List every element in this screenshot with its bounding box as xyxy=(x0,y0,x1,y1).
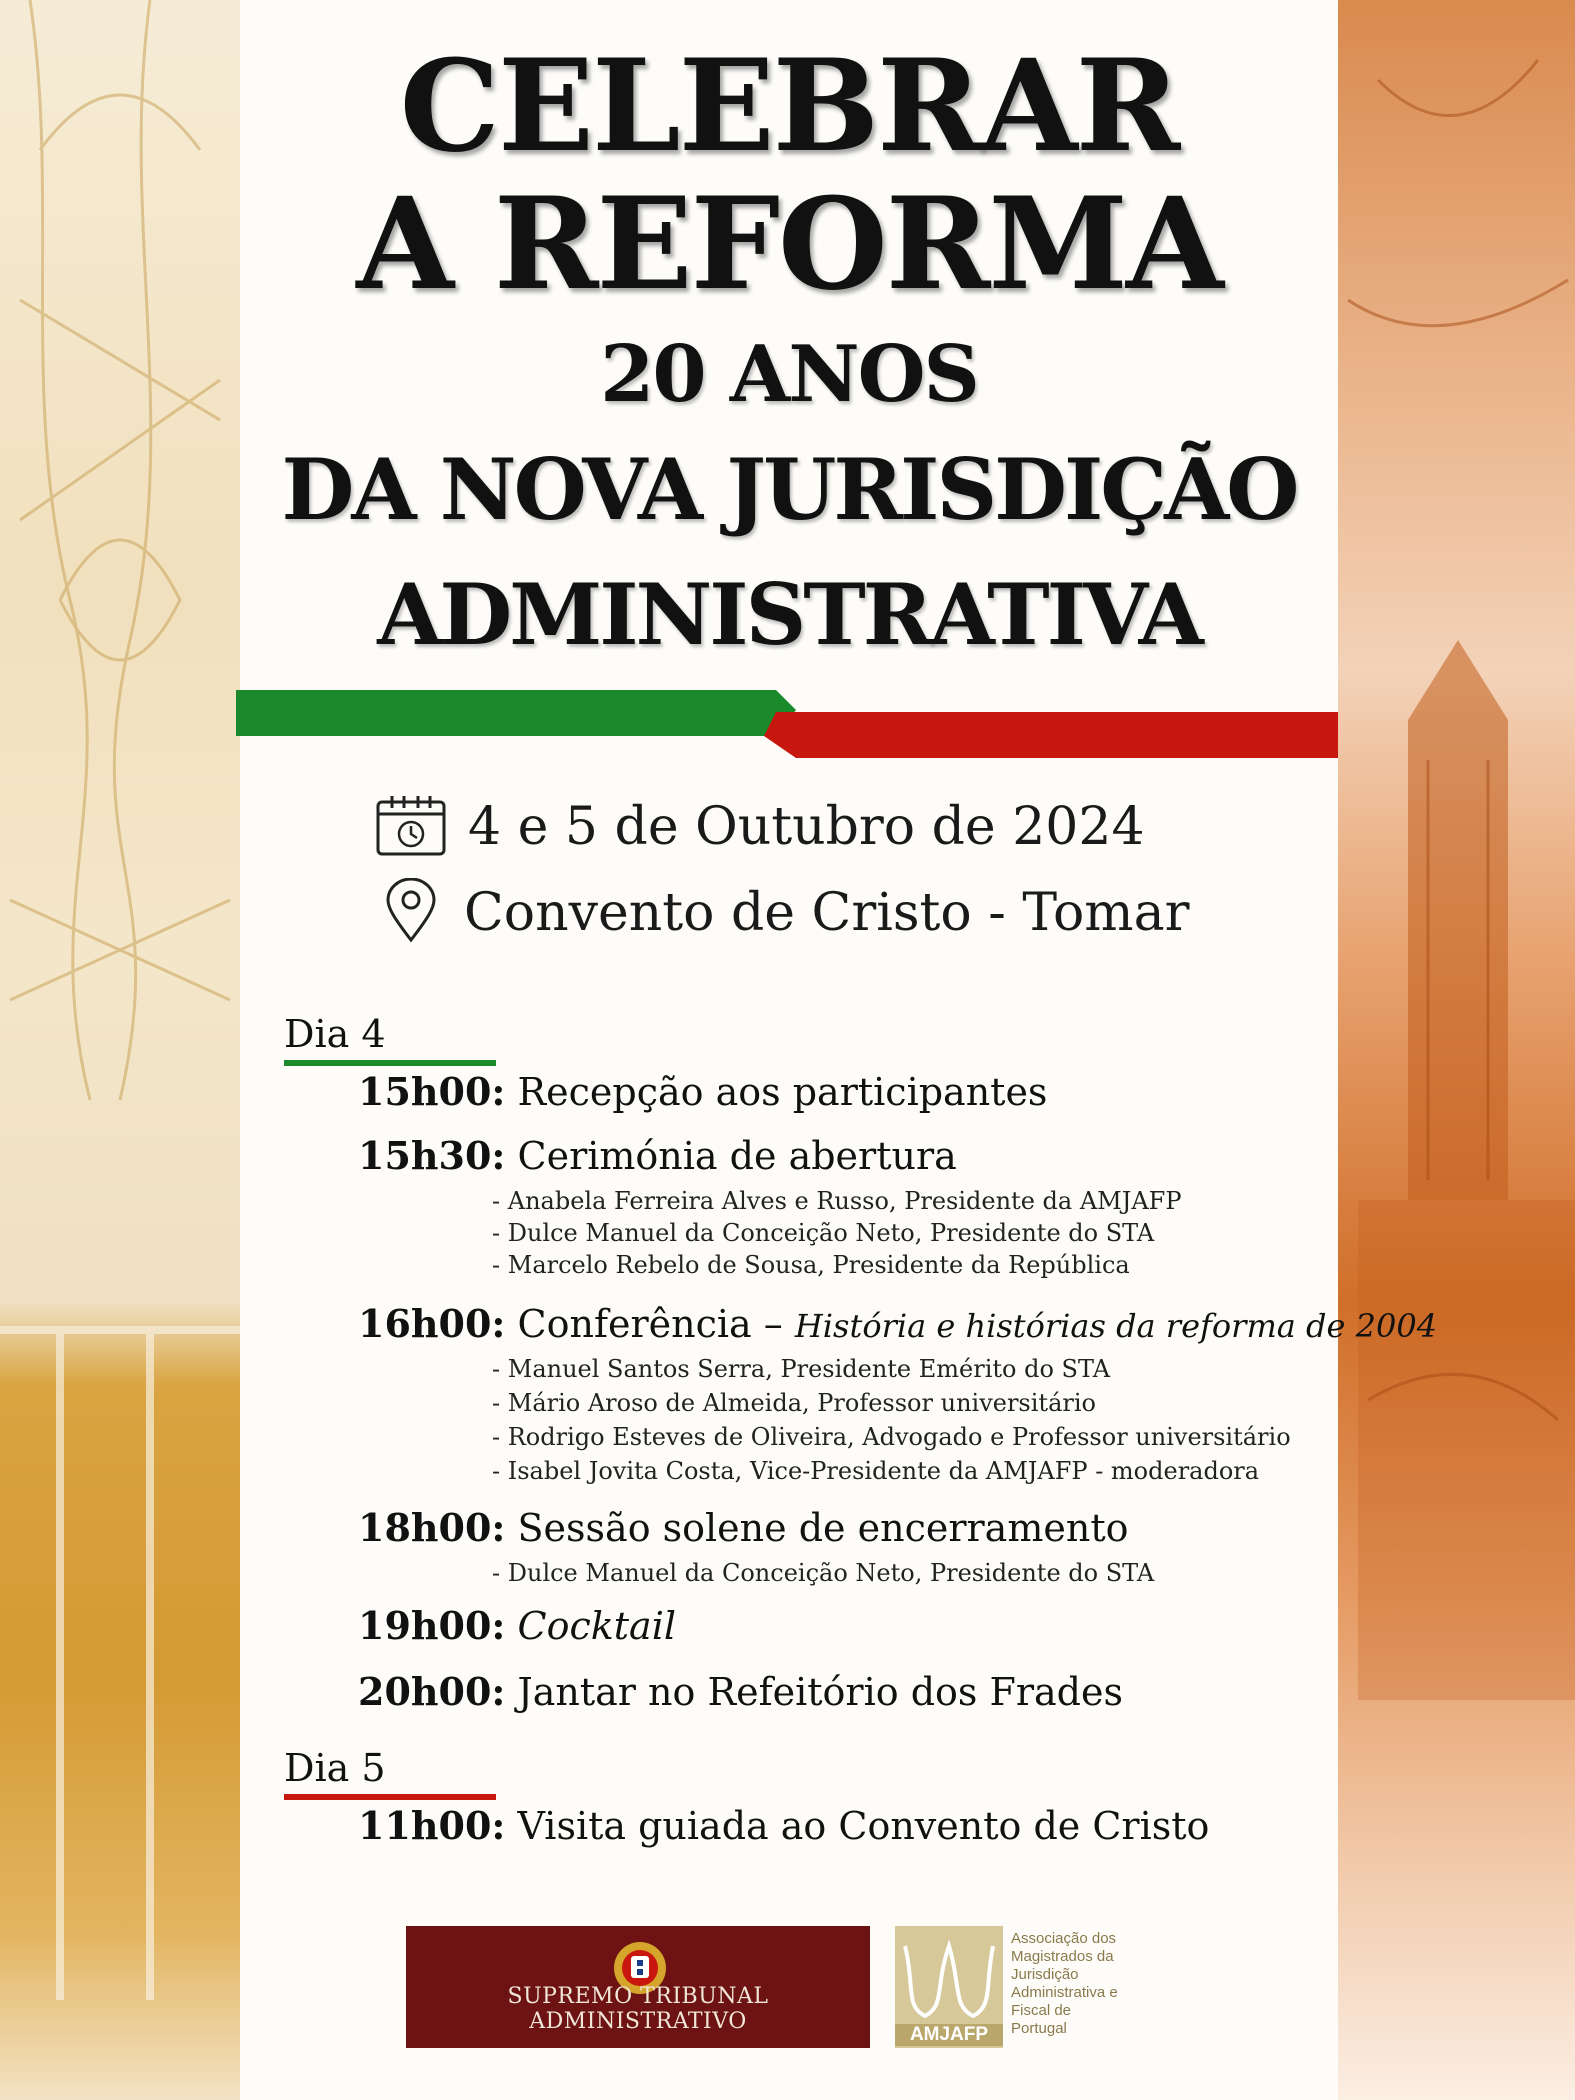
day-5-label: Dia 5 xyxy=(284,1746,386,1790)
sta-name: SUPREMO TRIBUNAL ADMINISTRATIVO xyxy=(507,1984,769,2034)
schedule-detail: - Manuel Santos Serra, Presidente Emérito do STA xyxy=(492,1355,1111,1383)
amjafp-logo xyxy=(895,1926,1125,2048)
event-location: Convento de Cristo - Tomar xyxy=(464,883,1190,943)
amjafp-full-name xyxy=(1011,1930,1118,2038)
schedule-title: Sessão solene de encerramento xyxy=(517,1506,1129,1550)
schedule-detail: - Anabela Ferreira Alves e Russo, Presidente da AMJAFP xyxy=(492,1187,1182,1215)
right-decorative-artwork xyxy=(1338,0,1575,2100)
schedule-title: Visita guiada ao Convento de Cristo xyxy=(517,1804,1210,1848)
red-bar xyxy=(764,712,1338,758)
day-4-label: Dia 4 xyxy=(284,1012,386,1056)
schedule-time: 15h30: xyxy=(358,1133,506,1178)
location-pin-icon xyxy=(384,878,438,948)
sta-logo xyxy=(406,1926,870,2048)
schedule-item xyxy=(358,1604,676,1648)
schedule-time: 18h00: xyxy=(358,1505,506,1550)
day-5-underline xyxy=(284,1794,496,1800)
schedule-detail: - Rodrigo Esteves de Oliveira, Advogado e Professor universitário xyxy=(492,1423,1291,1451)
title-line-4: DA NOVA JURISDIÇÃO xyxy=(281,440,1297,539)
schedule-item xyxy=(358,1804,1209,1848)
schedule-item xyxy=(358,1070,1047,1114)
amjafp-abbreviation: AMJAFP xyxy=(895,2024,1003,2046)
green-bar xyxy=(236,690,796,736)
schedule-detail: - Isabel Jovita Costa, Vice-Presidente da AMJAFP - moderadora xyxy=(492,1457,1260,1485)
schedule-item xyxy=(358,1670,1123,1714)
event-date: 4 e 5 de Outubro de 2024 xyxy=(468,797,1145,857)
schedule-detail: - Dulce Manuel da Conceição Neto, Presidente do STA xyxy=(492,1559,1155,1587)
schedule-item xyxy=(358,1134,957,1178)
flag-color-bars xyxy=(236,688,1340,760)
day-4-underline xyxy=(284,1060,496,1066)
amjafp-name-line: Associação dos xyxy=(1011,1930,1117,1947)
event-date-row xyxy=(374,792,1145,862)
amjafp-name-line: Fiscal de xyxy=(1011,2002,1072,2019)
title-line-3: 20 ANOS xyxy=(600,329,978,420)
schedule-time: 16h00: xyxy=(358,1301,506,1346)
amjafp-name-line: Magistrados da xyxy=(1011,1948,1114,1965)
schedule-title: Recepção aos participantes xyxy=(517,1070,1048,1114)
calendar-icon xyxy=(374,792,448,862)
left-decorative-artwork xyxy=(0,0,240,2100)
amjafp-name-line: Administrativa e xyxy=(1011,1984,1118,2001)
schedule-time: 15h00: xyxy=(358,1069,506,1114)
schedule-time: 20h00: xyxy=(358,1669,506,1714)
schedule-title: Conferência – xyxy=(517,1302,783,1346)
schedule-subtitle: História e histórias da reforma de 2004 xyxy=(794,1307,1438,1345)
event-location-row xyxy=(384,878,1189,948)
schedule-time: 19h00: xyxy=(358,1603,506,1648)
title-line-5: ADMINISTRATIVA xyxy=(377,565,1201,664)
schedule-title: Jantar no Refeitório dos Frades xyxy=(517,1670,1123,1714)
schedule-title: Cocktail xyxy=(517,1604,677,1648)
amjafp-name-line: Jurisdição xyxy=(1011,1966,1079,1983)
amjafp-name-line: Portugal xyxy=(1011,2020,1067,2037)
schedule-item xyxy=(358,1302,1437,1348)
amjafp-logo-icon xyxy=(895,1926,1003,2048)
title-line-2: A REFORMA xyxy=(356,170,1222,318)
schedule-title: Cerimónia de abertura xyxy=(517,1134,957,1178)
schedule-time: 11h00: xyxy=(358,1803,506,1848)
schedule-detail: - Dulce Manuel da Conceição Neto, Presidente do STA xyxy=(492,1219,1155,1247)
schedule-item xyxy=(358,1506,1128,1550)
title-line-1: CELEBRAR xyxy=(399,32,1179,180)
schedule-detail: - Mário Aroso de Almeida, Professor universitário xyxy=(492,1389,1096,1417)
schedule-detail: - Marcelo Rebelo de Sousa, Presidente da República xyxy=(492,1251,1130,1279)
